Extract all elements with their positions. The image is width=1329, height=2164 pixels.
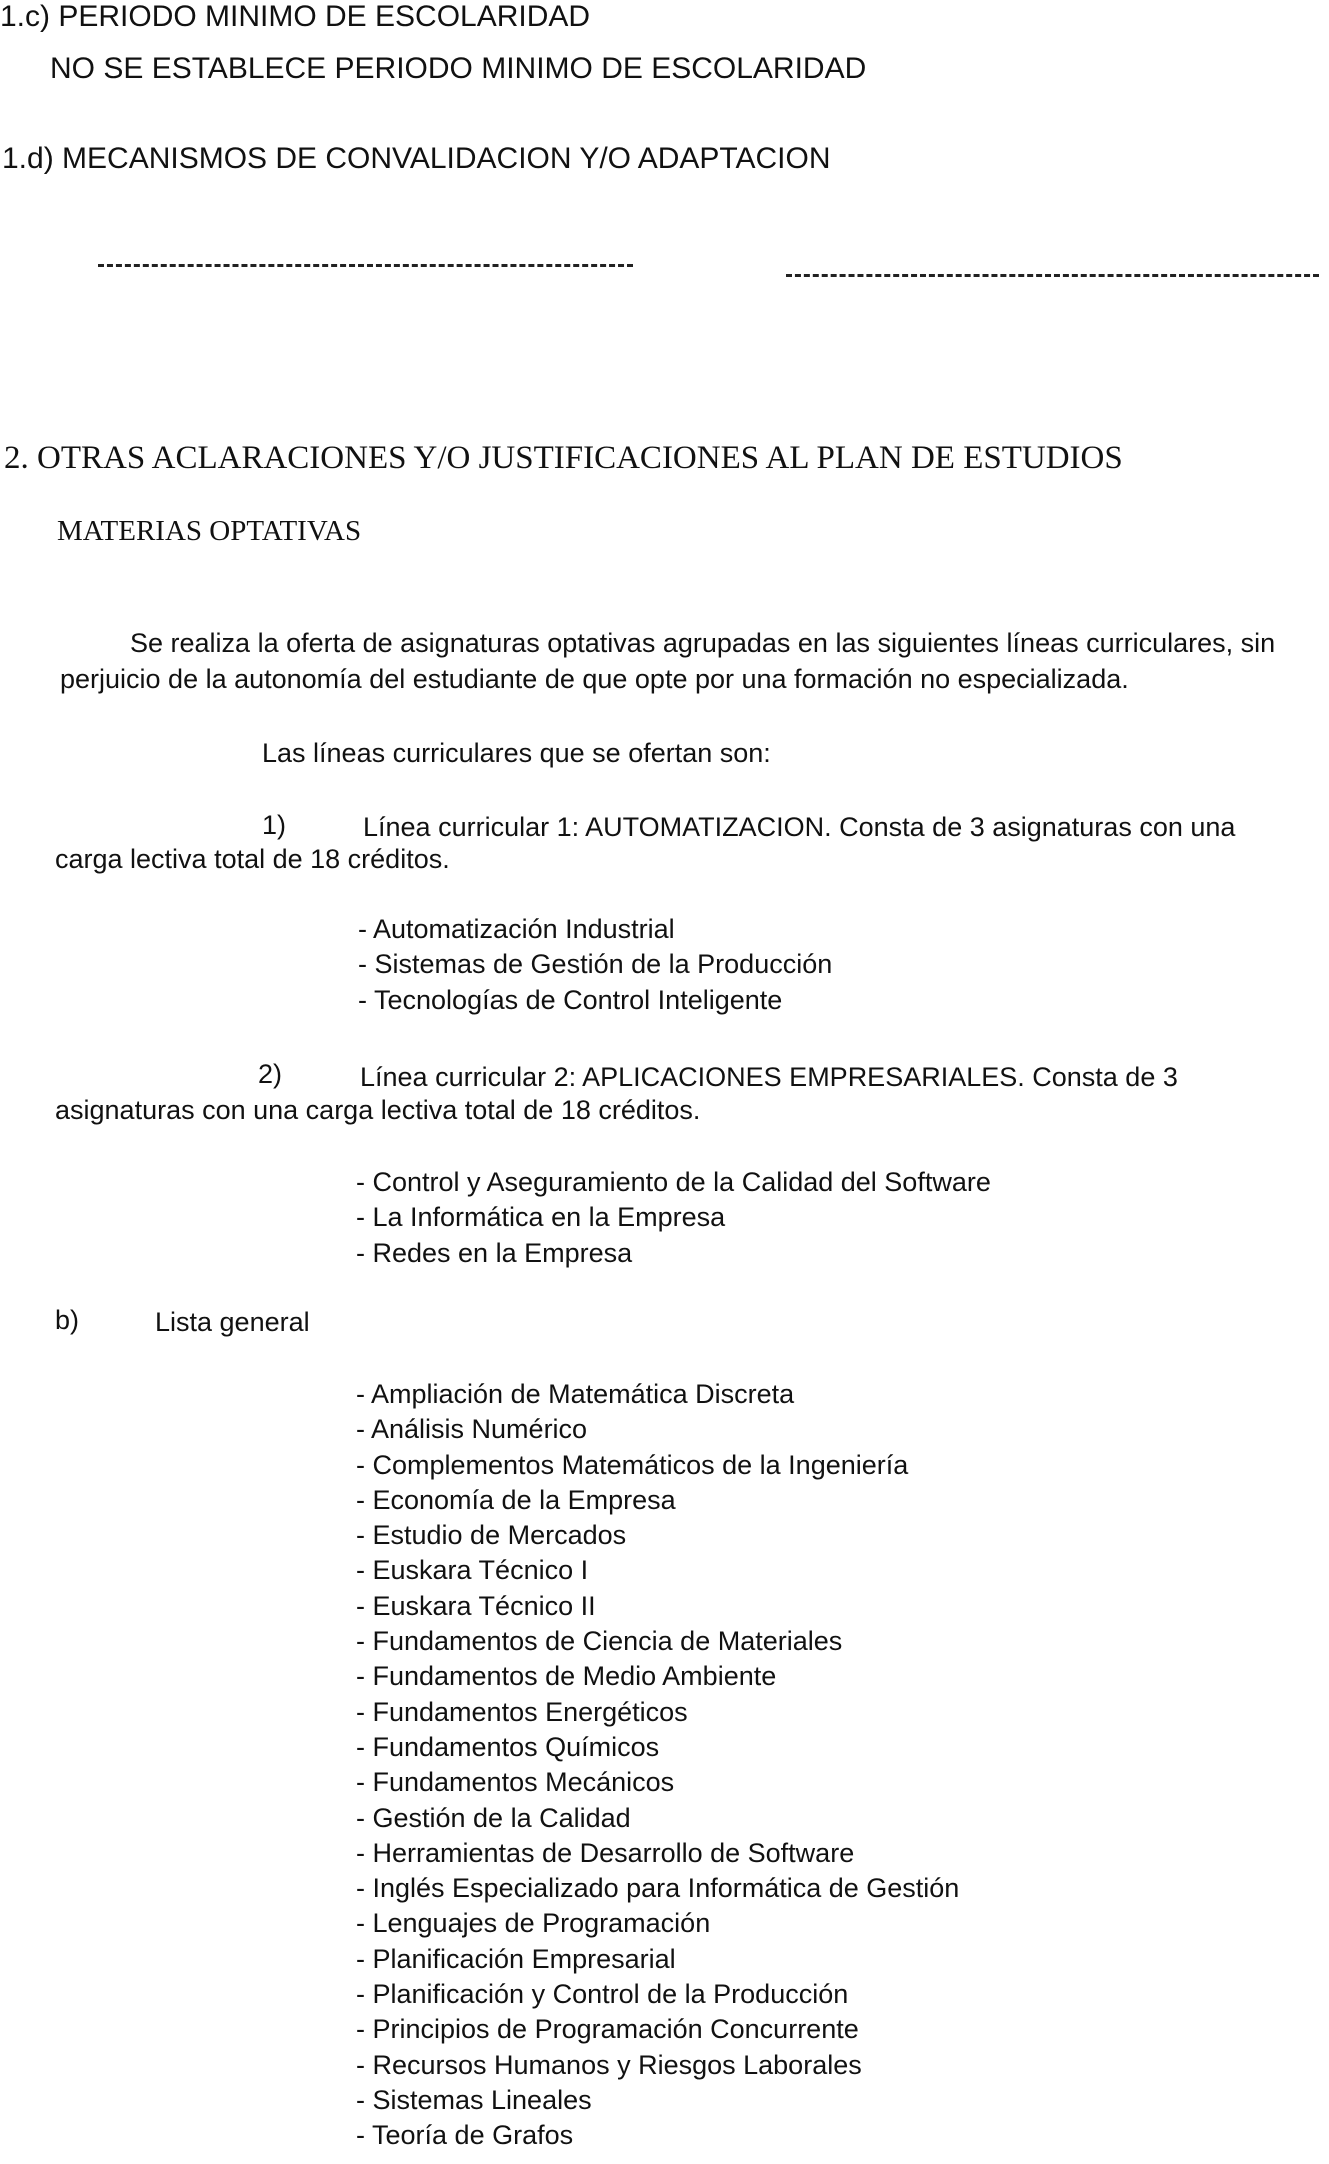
list-item: - Lenguajes de Programación	[356, 1908, 711, 1939]
dashed-rule-right	[786, 274, 1319, 277]
line1-text-1: Línea curricular 1: AUTOMATIZACION. Consta de 3 asignaturas con una	[363, 812, 1236, 842]
intro-line-1: Se realiza la oferta de asignaturas optativas agrupadas en las siguientes líneas curriculares, sin	[130, 628, 1276, 658]
list-item: - Economía de la Empresa	[356, 1484, 676, 1515]
line1-text-2: carga lectiva total de 18 créditos.	[55, 844, 450, 874]
list-item: - Tecnologías de Control Inteligente	[358, 984, 783, 1015]
list-item: - Control y Aseguramiento de la Calidad del Software	[356, 1167, 991, 1197]
list-item: - Fundamentos de Ciencia de Materiales	[356, 1626, 843, 1657]
list-item: - Herramientas de Desarrollo de Software	[356, 1837, 855, 1868]
list-item: - Teoría de Grafos	[356, 2120, 574, 2151]
dashed-rule-left	[98, 264, 633, 267]
list-item: - Recursos Humanos y Riesgos Laborales	[356, 2049, 862, 2080]
general-list-title: Lista general	[155, 1307, 310, 1337]
list-item: - Euskara Técnico I	[356, 1555, 589, 1586]
list-item: - Ampliación de Matemática Discreta	[356, 1379, 795, 1409]
line2-text-2: asignaturas con una carga lectiva total de 18 créditos.	[55, 1095, 701, 1125]
list-item: - Sistemas Lineales	[356, 2084, 592, 2115]
list-item: - Fundamentos de Medio Ambiente	[356, 1661, 777, 1692]
line2-number: 2)	[258, 1059, 283, 1089]
list-item: - Fundamentos Mecánicos	[356, 1767, 675, 1798]
list-item: - Análisis Numérico	[356, 1414, 588, 1445]
line2-text-1: Línea curricular 2: APLICACIONES EMPRESARIALES. Consta de 3	[360, 1062, 1178, 1092]
list-item: - Complementos Matemáticos de la Ingeniería	[356, 1449, 909, 1480]
line1-number: 1)	[262, 810, 287, 840]
list-item: - Euskara Técnico II	[356, 1590, 596, 1621]
general-subject-list	[356, 1377, 959, 2154]
lines-intro: Las líneas curriculares que se ofertan son:	[262, 738, 771, 768]
section-2-heading: 2. OTRAS ACLARACIONES Y/O JUSTIFICACIONES AL PLAN DE ESTUDIOS	[4, 440, 1123, 476]
list-item: - Gestión de la Calidad	[356, 1802, 631, 1833]
list-item: - Principios de Programación Concurrente	[356, 2014, 859, 2045]
list-item: - Estudio de Mercados	[356, 1520, 627, 1551]
line2-subject-list	[356, 1165, 991, 1271]
section-1c-body: NO SE ESTABLECE PERIODO MINIMO DE ESCOLARIDAD	[50, 52, 867, 85]
general-list-marker: b)	[55, 1305, 80, 1335]
line1-subject-list	[358, 912, 832, 1018]
intro-line-2: perjuicio de la autonomía del estudiante de que opte por una formación no especializada.	[60, 664, 1129, 694]
section-1d-heading: 1.d) MECANISMOS DE CONVALIDACION Y/O ADAPTACION	[2, 142, 831, 175]
list-item: - Fundamentos Energéticos	[356, 1696, 688, 1727]
list-item: - Sistemas de Gestión de la Producción	[358, 949, 833, 980]
list-item: - Automatización Industrial	[358, 914, 675, 944]
list-item: - Redes en la Empresa	[356, 1237, 633, 1268]
section-1c-heading: 1.c) PERIODO MINIMO DE ESCOLARIDAD	[0, 0, 591, 33]
list-item: - La Informática en la Empresa	[356, 1202, 726, 1233]
list-item: - Planificación Empresarial	[356, 1943, 676, 1974]
list-item: - Inglés Especializado para Informática de Gestión	[356, 1873, 960, 1904]
list-item: - Fundamentos Químicos	[356, 1731, 660, 1762]
optional-subjects-subheading: MATERIAS OPTATIVAS	[57, 515, 362, 547]
list-item: - Planificación y Control de la Producción	[356, 1979, 849, 2010]
